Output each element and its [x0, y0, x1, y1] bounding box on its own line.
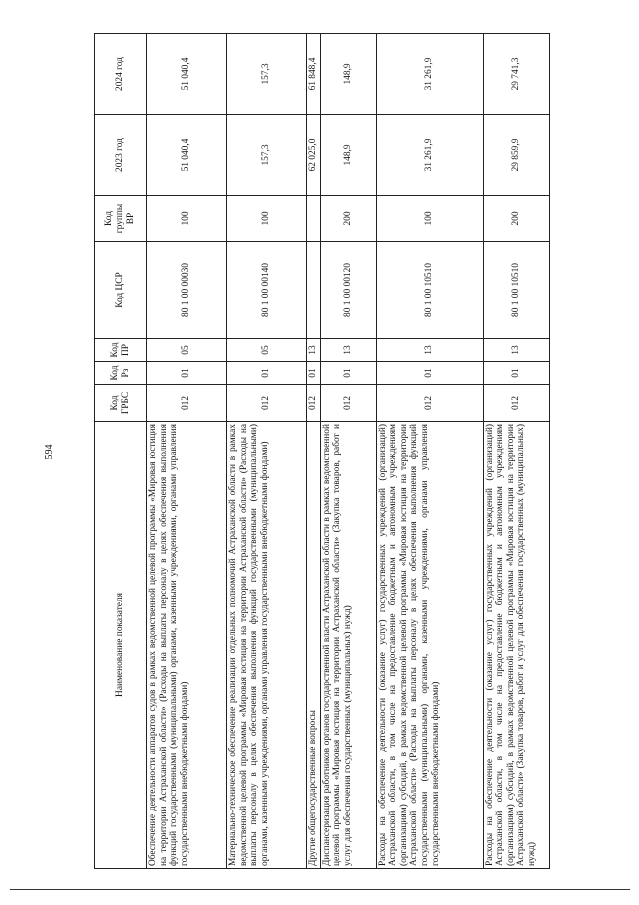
- cell-name: Другие общегосударственные вопросы: [307, 422, 321, 869]
- cell-grbs: 012: [320, 385, 376, 422]
- cell-rz: 01: [320, 362, 376, 385]
- cell-csr: 80 1 00 10510: [483, 242, 549, 339]
- cell-2024: 31 261,9: [376, 34, 483, 115]
- cell-pr: 13: [483, 339, 549, 362]
- cell-grbs: 012: [376, 385, 483, 422]
- header-name: Наименование показателя: [95, 422, 147, 869]
- table-row: [227, 34, 307, 869]
- table-header-row: [95, 34, 147, 869]
- cell-2023: 148,9: [320, 115, 376, 196]
- cell-csr: 80 1 00 10510: [376, 242, 483, 339]
- cell-2024: 148,9: [320, 34, 376, 115]
- cell-name: Диспансеризация работников органов государственной власти Астраханской области в рамках ведомственной целевой программы «Мировая юстиция на территории Астраханской области» (Закупка товаров, работ и услуг для обеспечения государственных (муниципальных) нужд): [320, 422, 376, 869]
- rotated-table-container: [94, 34, 548, 869]
- cell-pr: 13: [320, 339, 376, 362]
- cell-name: Расходы на обеспечение деятельности (оказание услуг) государственных учреждений (организаций) Астраханской области, в том числе на предоставление бюджетным и автономным учреждениям (организациям) субсидий, в рамках ведомственной целевой программы «Мировая юстиция на территории Астраханской области» (Закупка товаров, работ и услуг для обеспечения государственных (муниципальных) нужд): [483, 422, 549, 869]
- cell-2023: 157,3: [227, 115, 307, 196]
- table-row: [376, 34, 483, 869]
- header-rz: Код Рз: [95, 362, 147, 385]
- cell-vr: 200: [483, 196, 549, 242]
- cell-pr: 13: [376, 339, 483, 362]
- cell-2023: 62 025,0: [307, 115, 321, 196]
- cell-vr: 100: [147, 196, 227, 242]
- cell-pr: 13: [307, 339, 321, 362]
- header-2023: 2023 год: [95, 115, 147, 196]
- cell-csr: 80 1 00 00030: [147, 242, 227, 339]
- header-csr: Код ЦСР: [95, 242, 147, 339]
- cell-2023: 31 261,9: [376, 115, 483, 196]
- budget-table: [94, 33, 550, 869]
- header-grbs: Код ГРБС: [95, 385, 147, 422]
- cell-rz: 01: [376, 362, 483, 385]
- cell-name: Материально-техническое обеспечение реализации отдельных полномочий Астраханской области в рамках ведомственной целевой программы «Мировая юстиция на территории Астраханской области» (Расходы на выплаты персоналу в целях обеспечения выполнения функций государственными (муниципальными) органами, казенными учреждениями, органами управления государственными внебюджетными фондами): [227, 422, 307, 869]
- cell-rz: 01: [147, 362, 227, 385]
- cell-rz: 01: [227, 362, 307, 385]
- cell-vr: [307, 196, 321, 242]
- header-vr: Код группы ВР: [95, 196, 147, 242]
- table-row: [307, 34, 321, 869]
- page-number: 594: [44, 444, 55, 460]
- header-2024: 2024 год: [95, 34, 147, 115]
- header-pr: Код ПР: [95, 339, 147, 362]
- cell-2024: 51 040,4: [147, 34, 227, 115]
- cell-vr: 100: [227, 196, 307, 242]
- table-row: [483, 34, 549, 869]
- cell-rz: 01: [483, 362, 549, 385]
- cell-vr: 200: [320, 196, 376, 242]
- cell-2024: 61 848,4: [307, 34, 321, 115]
- table-row: [320, 34, 376, 869]
- page-bottom-rule: [10, 889, 630, 890]
- table-row: [147, 34, 227, 869]
- cell-grbs: 012: [147, 385, 227, 422]
- cell-csr: 80 1 00 00140: [227, 242, 307, 339]
- cell-name: Обеспечение деятельности аппаратов судов в рамках ведомственной целевой программы «Мировая юстиция на территории Астраханской области» (Расходы на выплаты персоналу в целях обеспечения выполнения функций государственными (муниципальными) органами, казенными учреждениями, органами управления государственными внебюджетными фондами): [147, 422, 227, 869]
- cell-vr: 100: [376, 196, 483, 242]
- cell-csr: [307, 242, 321, 339]
- cell-grbs: 012: [307, 385, 321, 422]
- cell-csr: 80 1 00 00120: [320, 242, 376, 339]
- cell-pr: 05: [147, 339, 227, 362]
- cell-rz: 01: [307, 362, 321, 385]
- cell-grbs: 012: [483, 385, 549, 422]
- cell-pr: 05: [227, 339, 307, 362]
- cell-grbs: 012: [227, 385, 307, 422]
- cell-2024: 29 741,3: [483, 34, 549, 115]
- cell-name: Расходы на обеспечение деятельности (оказание услуг) государственных учреждений (организаций) Астраханской области, в том числе на предоставление бюджетным и автономным учреждениям (организациям) субсидий, в рамках ведомственной целевой программы «Мировая юстиция на территории Астраханской области» (Расходы на выплаты персоналу в целях обеспечения выполнения функций государственными (муниципальными) органами, казенными учреждениями, органами управления государственными внебюджетными фондами): [376, 422, 483, 869]
- cell-2024: 157,3: [227, 34, 307, 115]
- cell-2023: 29 859,9: [483, 115, 549, 196]
- cell-2023: 51 040,4: [147, 115, 227, 196]
